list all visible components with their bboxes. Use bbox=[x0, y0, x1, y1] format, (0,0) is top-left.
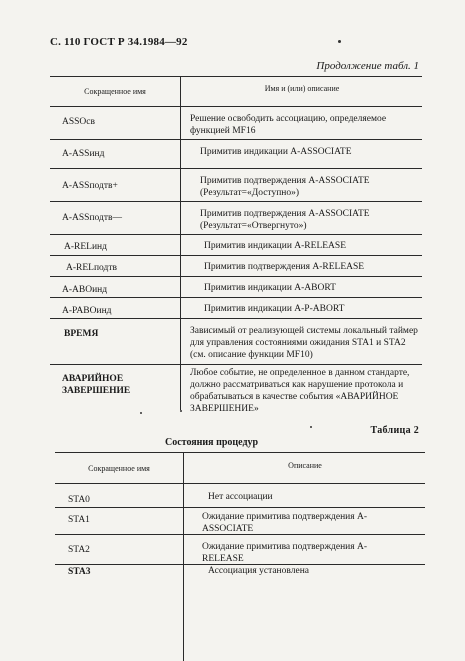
page-header: С. 110 ГОСТ Р 34.1984—92 bbox=[50, 36, 188, 48]
table1-row-rule bbox=[50, 201, 422, 202]
table1-row-rule bbox=[50, 318, 422, 319]
table2-row-rule bbox=[55, 507, 425, 508]
table2-row-abbr: STA2 bbox=[68, 545, 90, 555]
table1-header-rule bbox=[50, 106, 422, 107]
table1-row-rule bbox=[50, 234, 422, 235]
table2-header-rule bbox=[55, 483, 425, 484]
table1-row-desc: Примитив индикации A-RELEASE bbox=[204, 241, 347, 251]
table1-row-desc: Решение освободить ассоциацию, определяемое функцией MF16 bbox=[190, 114, 387, 136]
table1-row-abbr: A-ABOинд bbox=[62, 285, 108, 295]
table1-row-rule bbox=[50, 297, 422, 298]
table1-row-desc: Примитив индикации A-P-ABORT bbox=[204, 304, 345, 314]
table1-row-desc: Примитив подтверждения A-ASSOCIATE (Результат=«Отвергнуто») bbox=[200, 209, 370, 231]
table1-row-abbr: A-ASSинд bbox=[62, 149, 105, 159]
table1-row-rule bbox=[50, 364, 422, 365]
scan-speck bbox=[310, 426, 312, 428]
table1-row-rule bbox=[50, 139, 422, 140]
table2-header-desc: Описание bbox=[288, 461, 322, 470]
table1-row-desc: Примитив подтверждения A-RELEASE bbox=[204, 262, 365, 272]
table1-column-divider bbox=[180, 76, 181, 410]
table1-row-abbr: A-ASSподтв+ bbox=[62, 181, 118, 191]
table1-row-desc: Примитив индикации A-ASSOCIATE bbox=[200, 147, 352, 157]
table1-row-desc: Примитив подтверждения A-ASSOCIATE (Результат=«Доступно») bbox=[200, 176, 370, 198]
table2-label: Таблица 2 bbox=[370, 425, 419, 436]
table2-row-abbr: STA3 bbox=[68, 567, 91, 577]
table1-row-abbr: ВРЕМЯ bbox=[64, 329, 99, 339]
table1-row-rule bbox=[50, 255, 422, 256]
table1-row-rule bbox=[50, 276, 422, 277]
table1-row-rule bbox=[50, 168, 422, 169]
table1-row-abbr: АВАРИЙНОЕ ЗАВЕРШЕНИЕ bbox=[62, 374, 131, 396]
table2-row-desc: Ожидание примитива подтверждения A-ASSOCIATE bbox=[202, 512, 368, 534]
table2-top-rule bbox=[55, 452, 425, 453]
table2-row-desc: Ассоциация установлена bbox=[208, 566, 310, 576]
table1-row-abbr: ASSOсв bbox=[62, 117, 95, 127]
scan-speck bbox=[140, 412, 142, 414]
table1-top-rule bbox=[50, 76, 422, 77]
table1-row-desc: Зависимый от реализующей системы локальный таймер для управления состояниями ожидания STA1 и STA2 (см. описание функции MF10) bbox=[190, 326, 418, 360]
table2-row-desc: Нет ассоциации bbox=[208, 492, 273, 502]
table2-header-abbr: Сокращенное имя bbox=[88, 464, 150, 473]
table1-row-abbr: A-PABOинд bbox=[62, 306, 112, 316]
table2-column-divider bbox=[183, 452, 184, 661]
table1-row-abbr: A-RELподтв bbox=[66, 263, 117, 273]
scan-speck bbox=[338, 40, 341, 43]
table2-row-abbr: STA0 bbox=[68, 495, 90, 505]
table1-row-desc: Любое событие, не определенное в данном стандарте, должно рассматриваться как нарушение протокола и обрабатываться в качестве события «АВАРИЙНОЕ ЗАВЕРШЕНИЕ» bbox=[190, 368, 410, 414]
table1-row-abbr: A-RELинд bbox=[64, 242, 107, 252]
table2-row-desc: Ожидание примитива подтверждения A-RELEASE bbox=[202, 542, 368, 564]
table1-header-desc: Имя и (или) описание bbox=[264, 84, 340, 93]
table2-caption: Состояния процедур bbox=[165, 437, 259, 448]
table1-row-abbr: A-ASSподтв— bbox=[62, 213, 122, 223]
table-continued-label: Продолжение табл. 1 bbox=[316, 60, 419, 72]
table2-row-abbr: STA1 bbox=[68, 515, 90, 525]
table1-row-desc: Примитив индикации A-ABORT bbox=[204, 283, 336, 293]
table1-header-abbr: Сокращенное имя bbox=[84, 87, 146, 96]
scan-speck bbox=[180, 410, 182, 412]
